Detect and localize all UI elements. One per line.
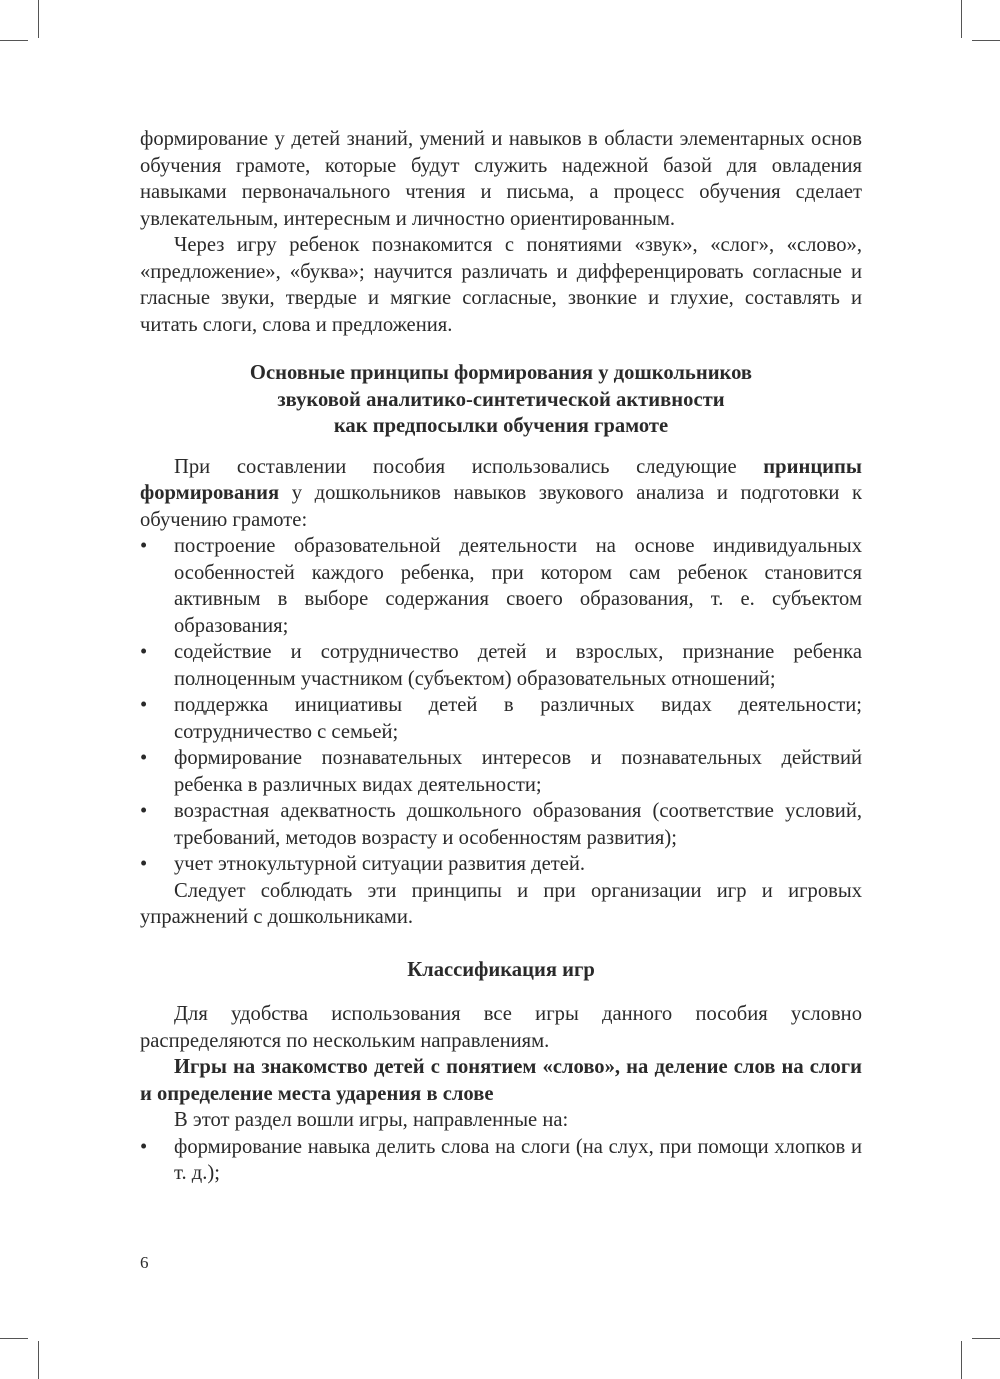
crop-mark — [38, 0, 39, 38]
intro-paragraph: Через игру ребенок познакомится с понятиями «звук», «слог», «слово», «предложение», «буква»; научится различать и дифференцировать согласные и гласные звуки, твердые и мягкие согласные, звонкие и глухие, составлять и читать слоги, слова и предложения. — [140, 234, 862, 336]
page-number: 6 — [140, 1253, 149, 1272]
crop-mark — [972, 40, 1000, 41]
crop-mark — [38, 1341, 39, 1379]
list-item: • формирование навыка делить слова на слоги (на слух, при помощи хлопков и т. д.); — [140, 1135, 862, 1184]
intro-paragraph: формирование у детей знаний, умений и навыков в области элементарных основ обучения грамоте, которые будут служить надежной базой для овладения навыками первоначального чтения и письма, а процесс обучения сделает увлекательным, интересным и личностно ориентированным. — [140, 128, 862, 230]
page-body — [140, 126, 862, 1187]
crop-mark — [0, 40, 28, 41]
section-heading — [140, 957, 862, 984]
bullet-icon: • — [140, 1135, 148, 1158]
bullet-icon: • — [140, 641, 148, 663]
section-heading-line: как предпосылки обучения грамоте — [333, 415, 669, 437]
crop-mark — [961, 1341, 962, 1379]
list-item: • формирование познавательных интересов и познавательных действий ребенка в различных видах деятельности; — [140, 747, 862, 796]
bullet-icon: • — [140, 800, 148, 822]
principles-term: принципы формирования — [140, 455, 862, 504]
principles-list — [140, 533, 862, 878]
list-item: • содействие и сотрудничество детей и взрослых, признание ребенка полноценным участником (субъектом) образовательных отношений; — [140, 641, 862, 690]
bullet-icon: • — [140, 694, 148, 716]
list-item: • возрастная адекватность дошкольного образования (соответствие условий, требований, методов возрасту и особенностям развития); — [140, 800, 862, 849]
bullet-icon: • — [140, 747, 148, 769]
list-item: • учет этнокультурной ситуации развития детей. — [140, 851, 862, 878]
principles-closing: Следует соблюдать эти принципы и при организации игр и игровых упражнений с дошкольниками. — [140, 879, 862, 928]
section-heading-line: звуковой аналитико-синтетической активности — [277, 388, 725, 411]
crop-mark — [961, 0, 962, 38]
section-heading-line: Классификация игр — [407, 958, 595, 981]
bullet-icon: • — [140, 853, 148, 875]
crop-mark — [972, 1338, 1000, 1339]
list-item: • поддержка инициативы детей в различных видах деятельности; сотрудничество с семьей; — [140, 694, 862, 743]
crop-mark — [0, 1338, 28, 1339]
games-intro: В этот раздел вошли игры, направленные на: — [174, 1109, 569, 1131]
games-list — [140, 1134, 862, 1187]
classification-paragraph: Для удобства использования все игры данного пособия условно распределяются по нескольким направлениям. — [140, 1003, 862, 1052]
section-heading-line: Основные принципы формирования у дошкольников — [249, 362, 753, 384]
section-heading — [140, 360, 862, 440]
list-item: • построение образовательной деятельности на основе индивидуальных особенностей каждого ребенка, при котором сам ребенок становится активным в выборе содержания своего образования, т. е. субъектом образования; — [140, 535, 862, 637]
principles-lead: При составлении пособия использовались следующие принципы формирования у дошкольников навыков звукового анализа и подготовки к обучению грамоте: — [140, 455, 862, 531]
games-subheading: Игры на знакомство детей с понятием «слово», на деление слов на слоги и определение места ударения в слове — [140, 1056, 862, 1105]
bullet-icon: • — [140, 535, 148, 557]
